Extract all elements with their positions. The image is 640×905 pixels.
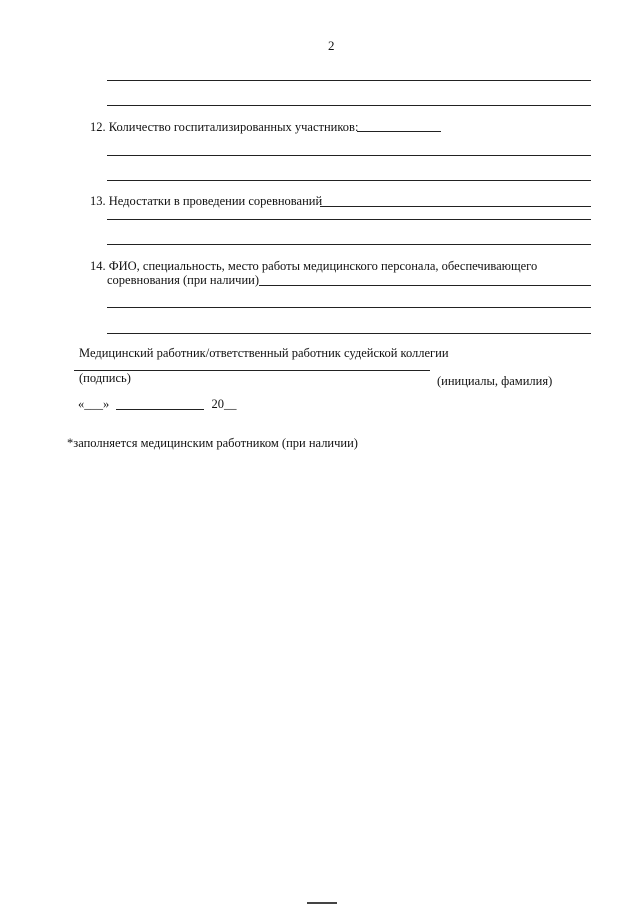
blank-line	[107, 155, 591, 156]
item-12-answer-line	[357, 131, 441, 132]
item-14-label-line1: 14. ФИО, специальность, место работы медицинского персонала, обеспечивающего	[90, 259, 538, 273]
date-year-blank: __	[224, 397, 237, 411]
blank-line	[107, 219, 591, 220]
signature-caption: (подпись)	[79, 371, 131, 385]
footnote: *заполняется медицинским работником (при наличии)	[67, 436, 358, 450]
scan-edge-mark	[307, 902, 337, 904]
item-14-label-line2: соревнования (при наличии)	[107, 273, 259, 287]
blank-line	[107, 244, 591, 245]
blank-line	[107, 180, 591, 181]
date-day-blank: ___	[84, 397, 103, 411]
blank-line	[107, 333, 591, 334]
blank-line	[107, 80, 591, 81]
item-12-label: 12. Количество госпитализированных участников:	[90, 120, 359, 134]
date-open-quote: «	[78, 397, 85, 411]
date-month-blank	[116, 409, 204, 410]
blank-line	[107, 307, 591, 308]
page-number: 2	[328, 38, 335, 53]
item-13-answer-line	[320, 206, 591, 207]
date-line	[78, 397, 237, 411]
item-14-answer-line	[259, 285, 591, 286]
item-13-label: 13. Недостатки в проведении соревнований	[90, 194, 323, 208]
blank-line	[107, 105, 591, 106]
date-year-prefix: 20	[211, 397, 224, 411]
name-caption: (инициалы, фамилия)	[437, 374, 553, 388]
signature-role: Медицинский работник/ответственный работник судейской коллегии	[79, 346, 449, 360]
date-close-quote: »	[103, 397, 110, 411]
